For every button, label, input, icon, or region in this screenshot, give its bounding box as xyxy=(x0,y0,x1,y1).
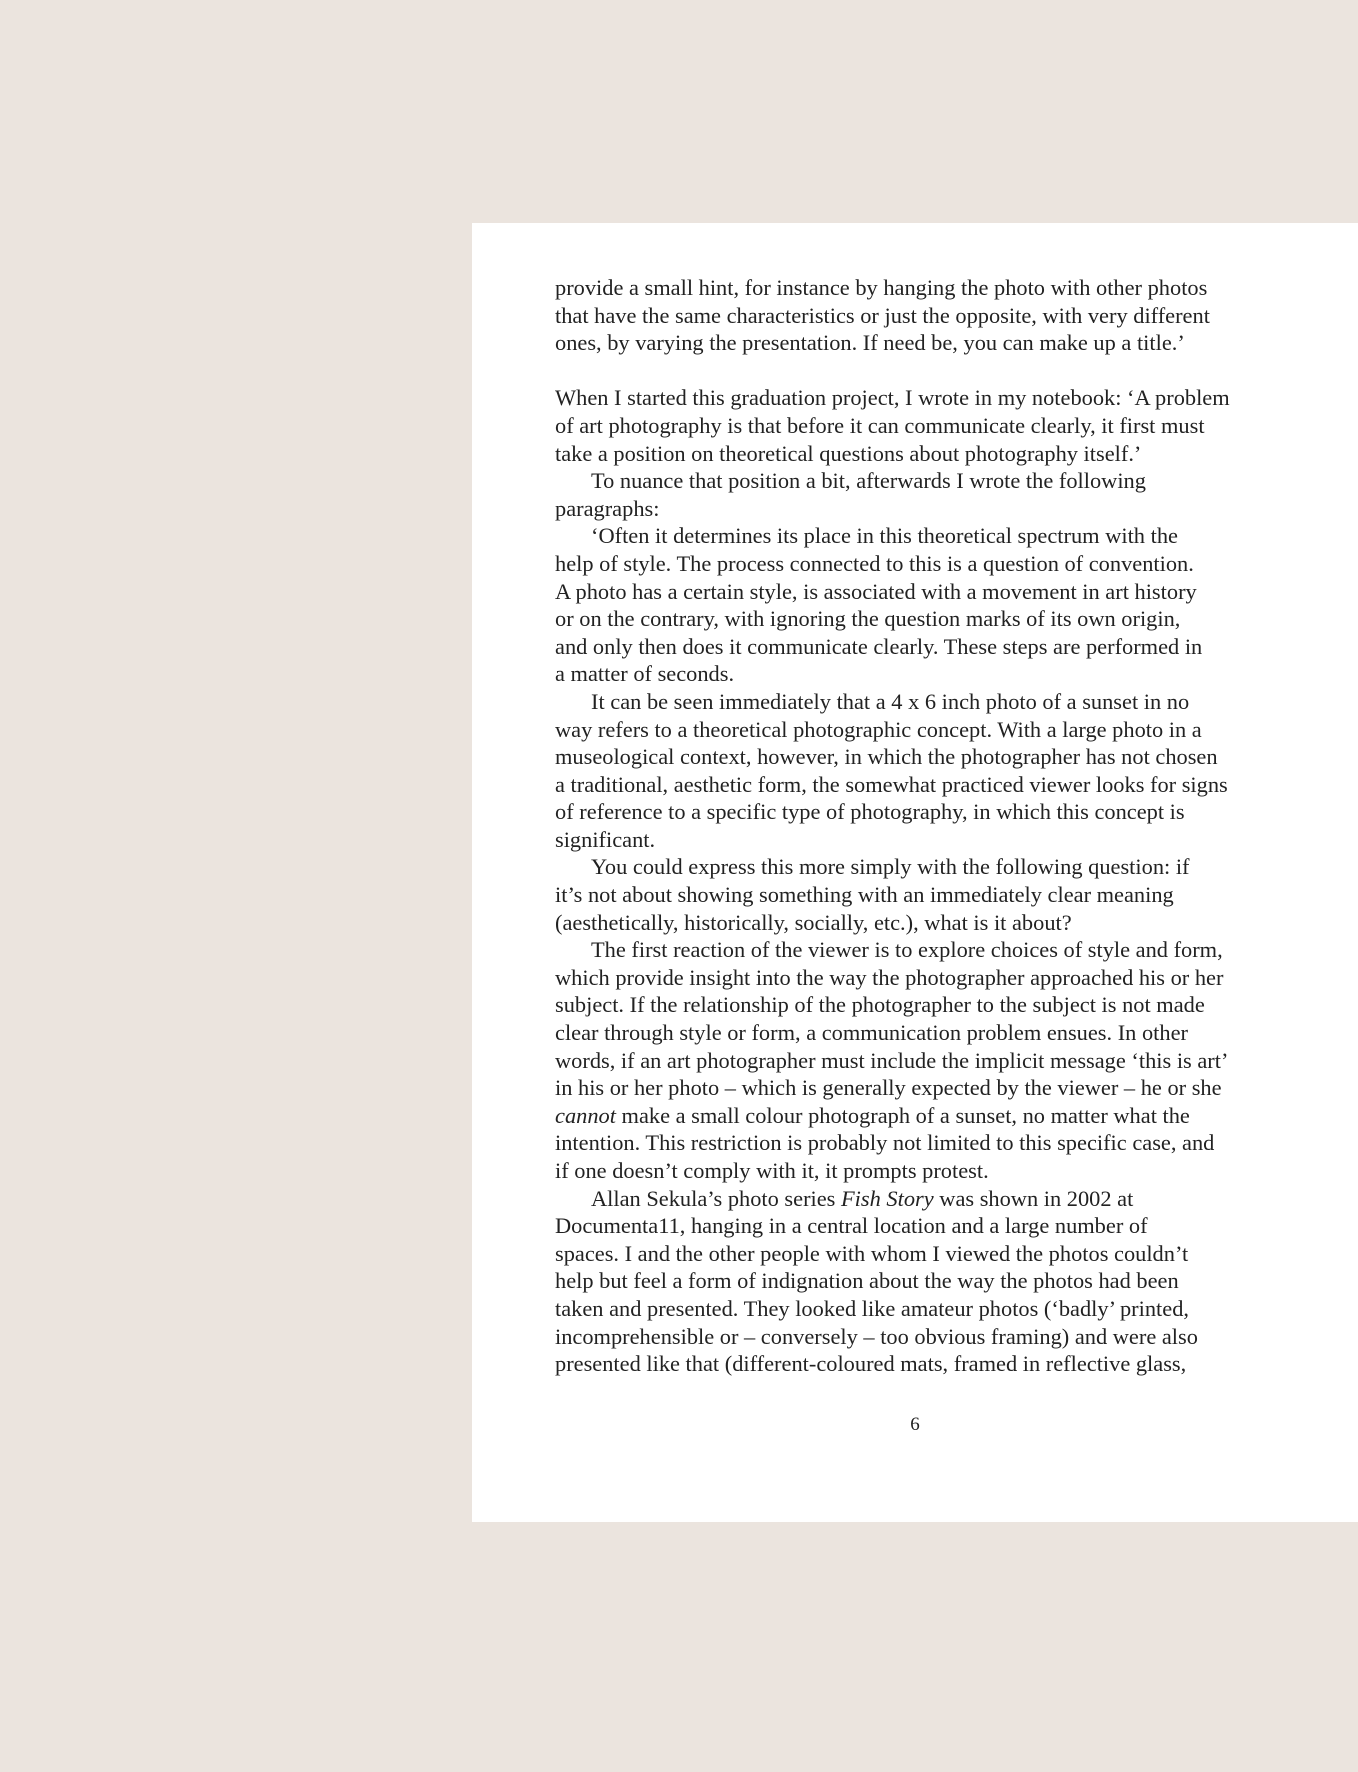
text-run: take a position on theoretical questions about photography itself.’ xyxy=(555,440,1142,466)
text-run: help of style. The process connected to this is a question of convention. xyxy=(555,550,1194,576)
text-line xyxy=(555,440,1291,468)
text-line xyxy=(555,853,1291,881)
text-run: paragraphs: xyxy=(555,495,660,521)
text-line xyxy=(555,329,1291,357)
text-run: presented like that (different-coloured mats, framed in reflective glass, xyxy=(555,1351,1187,1377)
text-line xyxy=(555,412,1291,440)
text-line xyxy=(555,771,1291,799)
text-line xyxy=(555,1350,1291,1378)
text-line xyxy=(555,1185,1291,1213)
text-run: Documenta11, hanging in a central location and a large number of xyxy=(555,1213,1148,1239)
text-run: (aesthetically, historically, socially, etc.), what is it about? xyxy=(555,909,1072,935)
text-run: intention. This restriction is probably not limited to this specific case, and xyxy=(555,1130,1215,1156)
text-line xyxy=(555,495,1291,523)
text-run: way refers to a theoretical photographic concept. With a large photo in a xyxy=(555,716,1202,742)
page-number: 6 xyxy=(910,1414,920,1435)
text-line xyxy=(555,1295,1291,1323)
text-run: a matter of seconds. xyxy=(555,661,735,687)
text-line xyxy=(555,302,1291,330)
text-line xyxy=(555,1240,1291,1268)
document-page xyxy=(472,223,1358,1522)
text-line xyxy=(555,1102,1291,1130)
text-line xyxy=(555,522,1291,550)
text-line xyxy=(555,743,1291,771)
text-run: museological context, however, in which the photographer has not chosen xyxy=(555,744,1218,770)
text-line xyxy=(555,1323,1291,1351)
text-line xyxy=(555,716,1291,744)
text-line xyxy=(555,1047,1291,1075)
text-line xyxy=(555,633,1291,661)
text-run: spaces. I and the other people with whom I viewed the photos couldn’t xyxy=(555,1240,1189,1266)
italic-text: cannot xyxy=(555,1102,616,1128)
text-line xyxy=(555,550,1291,578)
text-run: in his or her photo – which is generally expected by the viewer – he or she xyxy=(555,1075,1222,1101)
text-line xyxy=(555,881,1291,909)
text-line xyxy=(555,826,1291,854)
text-run: provide a small hint, for instance by hanging the photo with other photos xyxy=(555,275,1208,300)
text-line xyxy=(555,964,1291,992)
text-line xyxy=(555,688,1291,716)
text-run: Allan Sekula’s photo series xyxy=(591,1185,841,1211)
text-run: significant. xyxy=(555,826,656,852)
text-line xyxy=(555,1212,1291,1240)
text-run: was shown in 2002 at xyxy=(933,1185,1134,1211)
text-line xyxy=(555,467,1291,495)
paragraph-gap xyxy=(555,357,1291,385)
text-run: The first reaction of the viewer is to explore choices of style and form, xyxy=(591,937,1223,963)
text-run: ‘Often it determines its place in this theoretical spectrum with the xyxy=(591,523,1178,549)
text-line xyxy=(555,605,1291,633)
text-run: incomprehensible or – conversely – too obvious framing) and were also xyxy=(555,1323,1198,1349)
text-run: ones, by varying the presentation. If need be, you can make up a title.’ xyxy=(555,330,1185,356)
text-run: a traditional, aesthetic form, the somewhat practiced viewer looks for signs xyxy=(555,771,1228,797)
text-run: of art photography is that before it can communicate clearly, it first must xyxy=(555,412,1205,438)
text-run: clear through style or form, a communication problem ensues. In other xyxy=(555,1020,1188,1046)
text-run: it’s not about showing something with an immediately clear meaning xyxy=(555,882,1174,908)
text-line xyxy=(555,798,1291,826)
text-line xyxy=(555,1129,1291,1157)
text-run: make a small colour photograph of a sunset, no matter what the xyxy=(615,1102,1190,1128)
text-line xyxy=(555,384,1291,412)
text-run: To nuance that position a bit, afterwards I wrote the following xyxy=(591,468,1146,494)
italic-text: Fish Story xyxy=(841,1185,934,1211)
text-run: It can be seen immediately that a 4 x 6 inch photo of a sunset in no xyxy=(591,688,1190,714)
text-run: or on the contrary, with ignoring the question marks of its own origin, xyxy=(555,606,1181,632)
text-run: subject. If the relationship of the photographer to the subject is not made xyxy=(555,992,1205,1018)
text-run: You could express this more simply with the following question: if xyxy=(591,854,1190,880)
text-line xyxy=(555,1267,1291,1295)
text-line xyxy=(555,1157,1291,1185)
text-line xyxy=(555,274,1291,302)
text-run: A photo has a certain style, is associated with a movement in art history xyxy=(555,578,1197,604)
text-run: taken and presented. They looked like amateur photos (‘badly’ printed, xyxy=(555,1295,1189,1321)
body-text xyxy=(555,274,1291,1378)
text-run: if one doesn’t comply with it, it prompts protest. xyxy=(555,1158,989,1183)
text-run: of reference to a specific type of photography, in which this concept is xyxy=(555,799,1185,825)
text-run: help but feel a form of indignation about the way the photos had been xyxy=(555,1268,1179,1294)
text-run: words, if an art photographer must include the implicit message ‘this is art’ xyxy=(555,1047,1229,1073)
text-run: When I started this graduation project, I wrote in my notebook: ‘A problem xyxy=(555,385,1230,411)
text-run: which provide insight into the way the photographer approached his or her xyxy=(555,964,1224,990)
text-line xyxy=(555,1074,1291,1102)
text-line xyxy=(555,991,1291,1019)
text-run: that have the same characteristics or just the opposite, with very different xyxy=(555,302,1210,328)
text-line xyxy=(555,660,1291,688)
text-line xyxy=(555,936,1291,964)
text-line xyxy=(555,1019,1291,1047)
text-line xyxy=(555,578,1291,606)
text-run: and only then does it communicate clearly. These steps are performed in xyxy=(555,633,1203,659)
text-line xyxy=(555,909,1291,937)
